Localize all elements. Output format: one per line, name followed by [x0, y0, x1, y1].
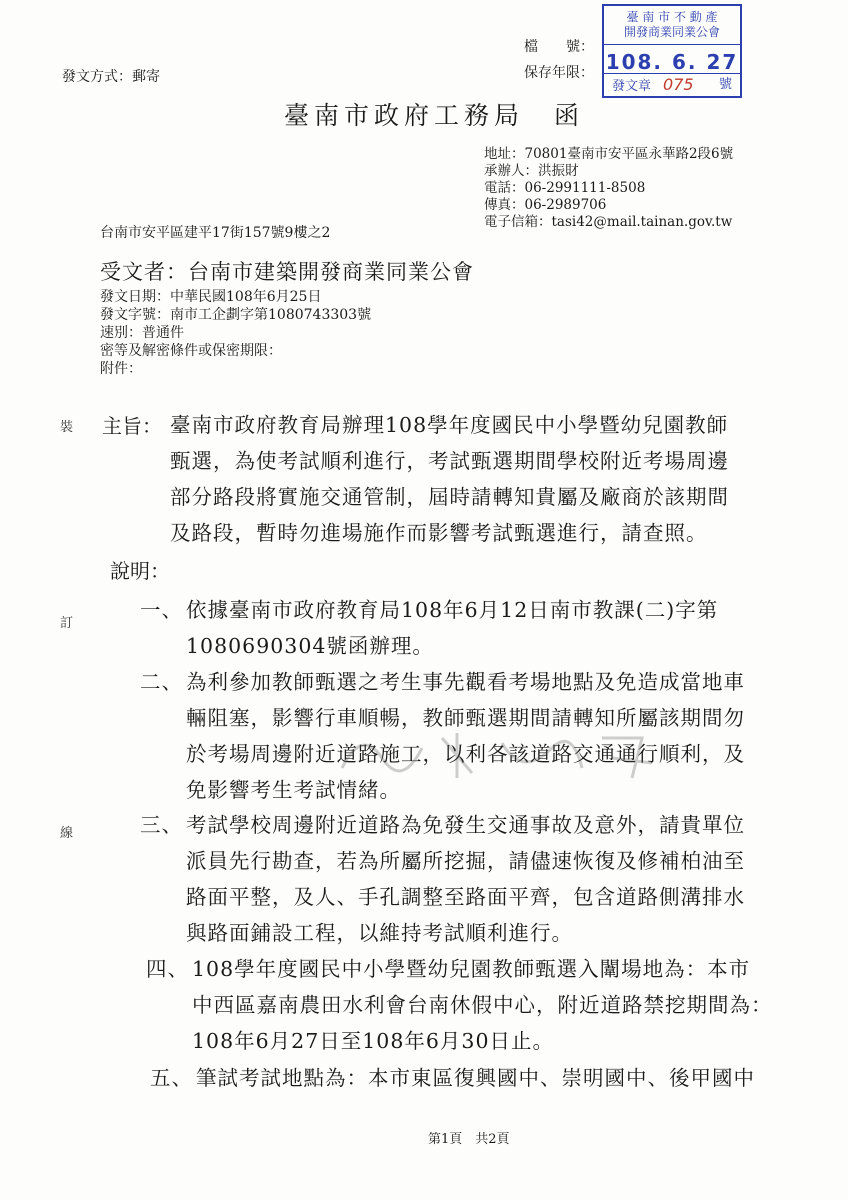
item-line: 筆試考試地點為：本市東區復興國中、崇明國中、後甲國中 [196, 1066, 755, 1090]
item-line: 路面平整，及人、手孔調整至路面平齊，包含道路側溝排水 [186, 885, 745, 909]
sender-email: 電子信箱：tasi42@mail.tainan.gov.tw [484, 214, 733, 230]
received-stamp [602, 4, 742, 98]
stamp-date: 108. 6. 27 [605, 50, 739, 74]
binding-mark: 訂 [60, 616, 74, 631]
item-line: 中西區嘉南農田水利會台南休假中心，附近道路禁挖期間為： [192, 993, 773, 1017]
speed-class: 速別：普通件 [100, 325, 184, 341]
item-line: 免影響考生考試情緒。 [186, 778, 401, 802]
retention-label: 保存年限： [524, 65, 594, 81]
stamp-doc-number: 發文章 075 號 [604, 73, 740, 96]
stamp-organization: 臺 南 市 不 動 產 開發商業同業公會 [604, 10, 740, 45]
attachments: 附件： [100, 361, 142, 377]
binding-mark: 裝 [60, 420, 74, 435]
item-number: 三、 [140, 813, 183, 837]
sender-handler: 承辦人：洪振財 [484, 163, 579, 179]
subject-line: 及路段，暫時勿進場施作而影響考試甄選進行，請查照。 [170, 521, 708, 545]
item-line: 108年6月27日至108年6月30日止。 [192, 1029, 555, 1053]
item-line: 輛阻塞，影響行車順暢，教師甄選期間請轉知所屬該期間勿 [186, 706, 745, 730]
item-line: 108學年度國民中小學暨幼兒園教師甄選入闈場地為：本市 [192, 957, 751, 981]
item-line: 為利參加教師甄選之考生事先觀看考場地點及免造成當地車 [186, 670, 745, 694]
item-line: 1080690304號函辦理。 [186, 634, 434, 658]
send-method: 發文方式：郵寄 [62, 69, 160, 85]
subject-line: 甄選，為使考試順利進行，考試甄選期間學校附近考場周邊 [170, 449, 729, 473]
secrecy-level: 密等及解密條件或保密期限： [100, 343, 282, 359]
page-footer: 第1頁 共2頁 [428, 1132, 510, 1147]
subject-line: 臺南市政府教育局辦理108學年度國民中小學暨幼兒園教師 [170, 413, 729, 437]
item-number: 二、 [140, 670, 183, 694]
sender-info [484, 146, 733, 231]
binding-mark: 線 [60, 826, 74, 841]
document-meta [100, 288, 371, 378]
item-line: 考試學校周邊附近道路為免發生交通事故及意外，請貴單位 [186, 813, 745, 837]
document-title: 臺南市政府工務局 函 [284, 101, 585, 130]
explanation-label: 說明： [110, 559, 170, 583]
item-number: 五、 [150, 1066, 193, 1090]
sender-phone: 電話：06-2991111-8508 [484, 180, 646, 196]
recipient-address: 台南市安平區建平17街157號9樓之2 [100, 225, 331, 241]
sender-fax: 傳真：06-2989706 [484, 197, 607, 213]
subject-line: 部分路段將實施交通管制，屆時請轉知貴屬及廠商於該期間 [170, 485, 729, 509]
file-number-label: 檔 號： [524, 39, 594, 55]
issue-date: 發文日期：中華民國108年6月25日 [100, 289, 322, 305]
item-number: 一、 [140, 598, 183, 622]
item-line: 派員先行勘查，若為所屬所挖掘，請儘速恢復及修補柏油至 [186, 849, 745, 873]
item-line: 與路面鋪設工程，以維持考試順利進行。 [186, 921, 573, 945]
reference-number: 發文字號：南市工企劃字第1080743303號 [100, 307, 372, 323]
receiver: 受文者：台南市建築開發商業同業公會 [100, 260, 474, 284]
sender-address: 地址：70801臺南市安平區永華路2段6號 [484, 146, 734, 162]
item-number: 四、 [146, 957, 189, 981]
subject-label: 主旨： [102, 414, 162, 438]
item-line: 依據臺南市政府教育局108年6月12日南市教課(二)字第 [186, 598, 719, 622]
item-line: 於考場周邊附近道路施工，以利各該道路交通通行順利，及 [186, 742, 745, 766]
faint-seal-mark [322, 718, 672, 790]
